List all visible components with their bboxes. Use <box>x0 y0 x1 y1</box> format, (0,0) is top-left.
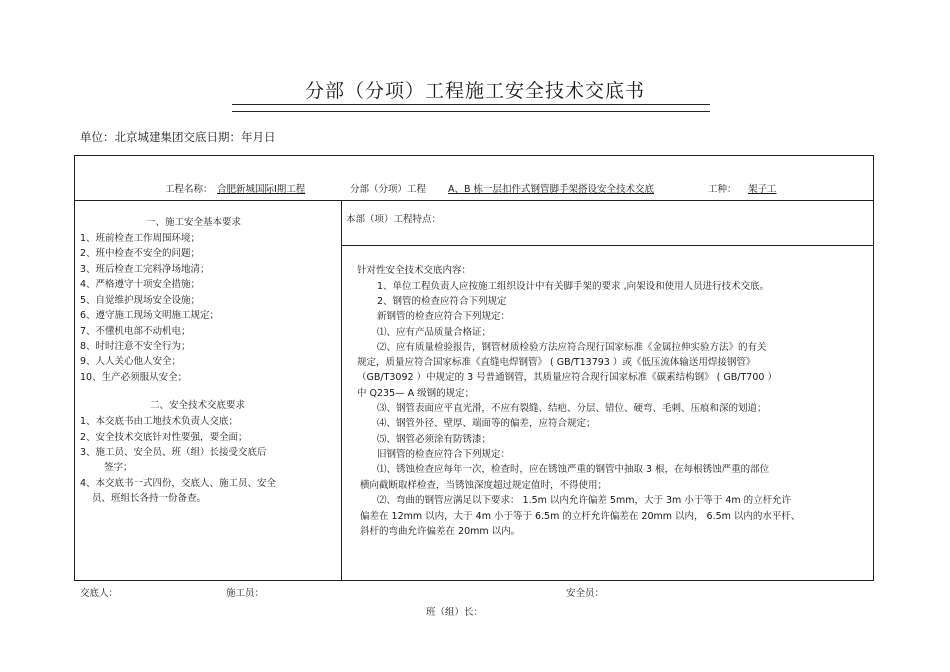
list-item: 4、严格遵守十项安全措施； <box>80 279 201 290</box>
disclosure-requirements-heading: 二、安全技术交底要求 <box>150 400 246 411</box>
list-item: 1、本交底书由工地技术负责人交底； <box>80 416 239 427</box>
content-line: 斜杆的弯曲允许偏差在 20mm 以内。 <box>360 526 521 537</box>
list-item: 签字； <box>104 462 133 473</box>
title-underline-top <box>232 104 710 105</box>
team-leader-label: 班（组）长： <box>426 607 484 618</box>
content-line: ⑵、弯曲的钢管应满足以下要求： 1.5m 以内允许偏差 5mm，大于 3m 小于等于 4m 的立杆允许 <box>377 495 792 506</box>
list-item: 8、时时注意不安全行为； <box>80 341 191 352</box>
list-item: 员、班组长各持一份备查。 <box>92 493 207 504</box>
list-item: 9、人人关心他人安全； <box>80 356 182 367</box>
list-item: 2、班中检查不安全的问题； <box>80 248 201 259</box>
content-line: 新钢管的检查应符合下列规定： <box>377 311 511 322</box>
content-line: ⑷、钢管外径、壁厚、端面等的偏差，应符合规定； <box>377 418 596 429</box>
content-line: 横向截断取样检查，当锈蚀深度超过规定值时，不得使用； <box>360 480 608 491</box>
list-item: 2、安全技术交底针对性要强，要全面； <box>80 432 248 443</box>
safety-officer-label: 安全员： <box>566 588 605 599</box>
content-line: ⑶、钢管表面应平直光滑，不应有裂缝、结疤、分层、错位、硬弯、毛刺、压痕和深的划道； <box>377 403 767 414</box>
list-item: 1、班前检查工作周围环境； <box>80 233 201 244</box>
content-line: 旧钢管的检查应符合下列规定： <box>377 449 511 460</box>
page-title: 分部（分项）工程施工安全技术交底书 <box>304 80 645 102</box>
list-item: 10、生产必须服从安全； <box>80 372 188 383</box>
content-line: 2、钢管的检查应符合下列规定 <box>377 296 507 307</box>
content-line: ⑴、应有产品质量合格证； <box>377 327 492 338</box>
content-line: 规定，质量应符合国家标准《直缝电焊钢管》 ( GB/T13793 ）或《低压流体输送用焊接钢管》 <box>357 357 756 368</box>
list-item: 5、自觉维护现场安全设施； <box>80 295 201 306</box>
features-divider <box>341 245 874 246</box>
content-line: 1、单位工程负责人应按施工组织设计中有关脚手架的要求 ,向架设和使用人员进行技术交底。 <box>377 281 770 292</box>
basic-requirements-heading: 一、施工安全基本要求 <box>146 217 242 228</box>
list-item: 4、本交底书一式四份，交底人、施工员、安全 <box>80 478 277 489</box>
list-item: 7、不懂机电部不动机电； <box>80 326 191 337</box>
content-line: 偏差在 12mm 以内，大于 4m 小于等于 6.5m 的立杆允许偏差在 20mm 以内， 6.5m 以内的水平杆、 <box>360 511 801 522</box>
list-item: 3、班后检查工完料净场地清； <box>80 264 210 275</box>
subproject-value: A、B 栋一层扣件式钢管脚手架搭设安全技术交底 <box>448 184 655 195</box>
project-name-value: 合肥新城国际Ⅰ期工程 <box>217 184 306 195</box>
project-name-label: 工程名称： <box>165 184 213 195</box>
content-line: （GB/T3092 ）中规定的 3 号普通钢管，其质量应符合现行国家标准《碳素结构钢》 ( GB/T700 ） <box>357 372 777 383</box>
unit-date-line: 单位：北京城建集团交底日期：年月日 <box>80 130 276 144</box>
project-features-label: 本部（项）工程特点： <box>346 214 442 225</box>
trade-label: 工种： <box>708 184 737 195</box>
subproject-label: 分部（分项）工程 <box>350 184 427 195</box>
constructor-label: 施工员： <box>226 588 265 599</box>
content-line: 中 Q235— A 级钢的规定； <box>357 388 475 399</box>
header-divider <box>74 200 874 201</box>
list-item: 6、遵守施工现场文明施工规定； <box>80 310 220 321</box>
title-underline-bottom <box>232 111 710 112</box>
list-item: 3、施工员、安全员、班（组）长接受交底后 <box>80 447 267 458</box>
content-line: ⑸、钢管必须涂有防锈漆； <box>377 434 492 445</box>
trade-value: 架子工 <box>748 184 777 195</box>
content-line: ⑴、锈蚀检查应每年一次，检查时，应在锈蚀严重的钢管中抽取 3 根，在每根锈蚀严重的部位 <box>377 464 770 475</box>
column-divider <box>341 200 342 581</box>
content-line: ⑵、应有质量检验报告，钢管材质检验方法应符合现行国家标准《金属拉伸实验方法》的有关 <box>377 342 767 353</box>
discloser-label: 交底人： <box>80 588 119 599</box>
content-line: 针对性安全技术交底内容： <box>357 265 472 276</box>
